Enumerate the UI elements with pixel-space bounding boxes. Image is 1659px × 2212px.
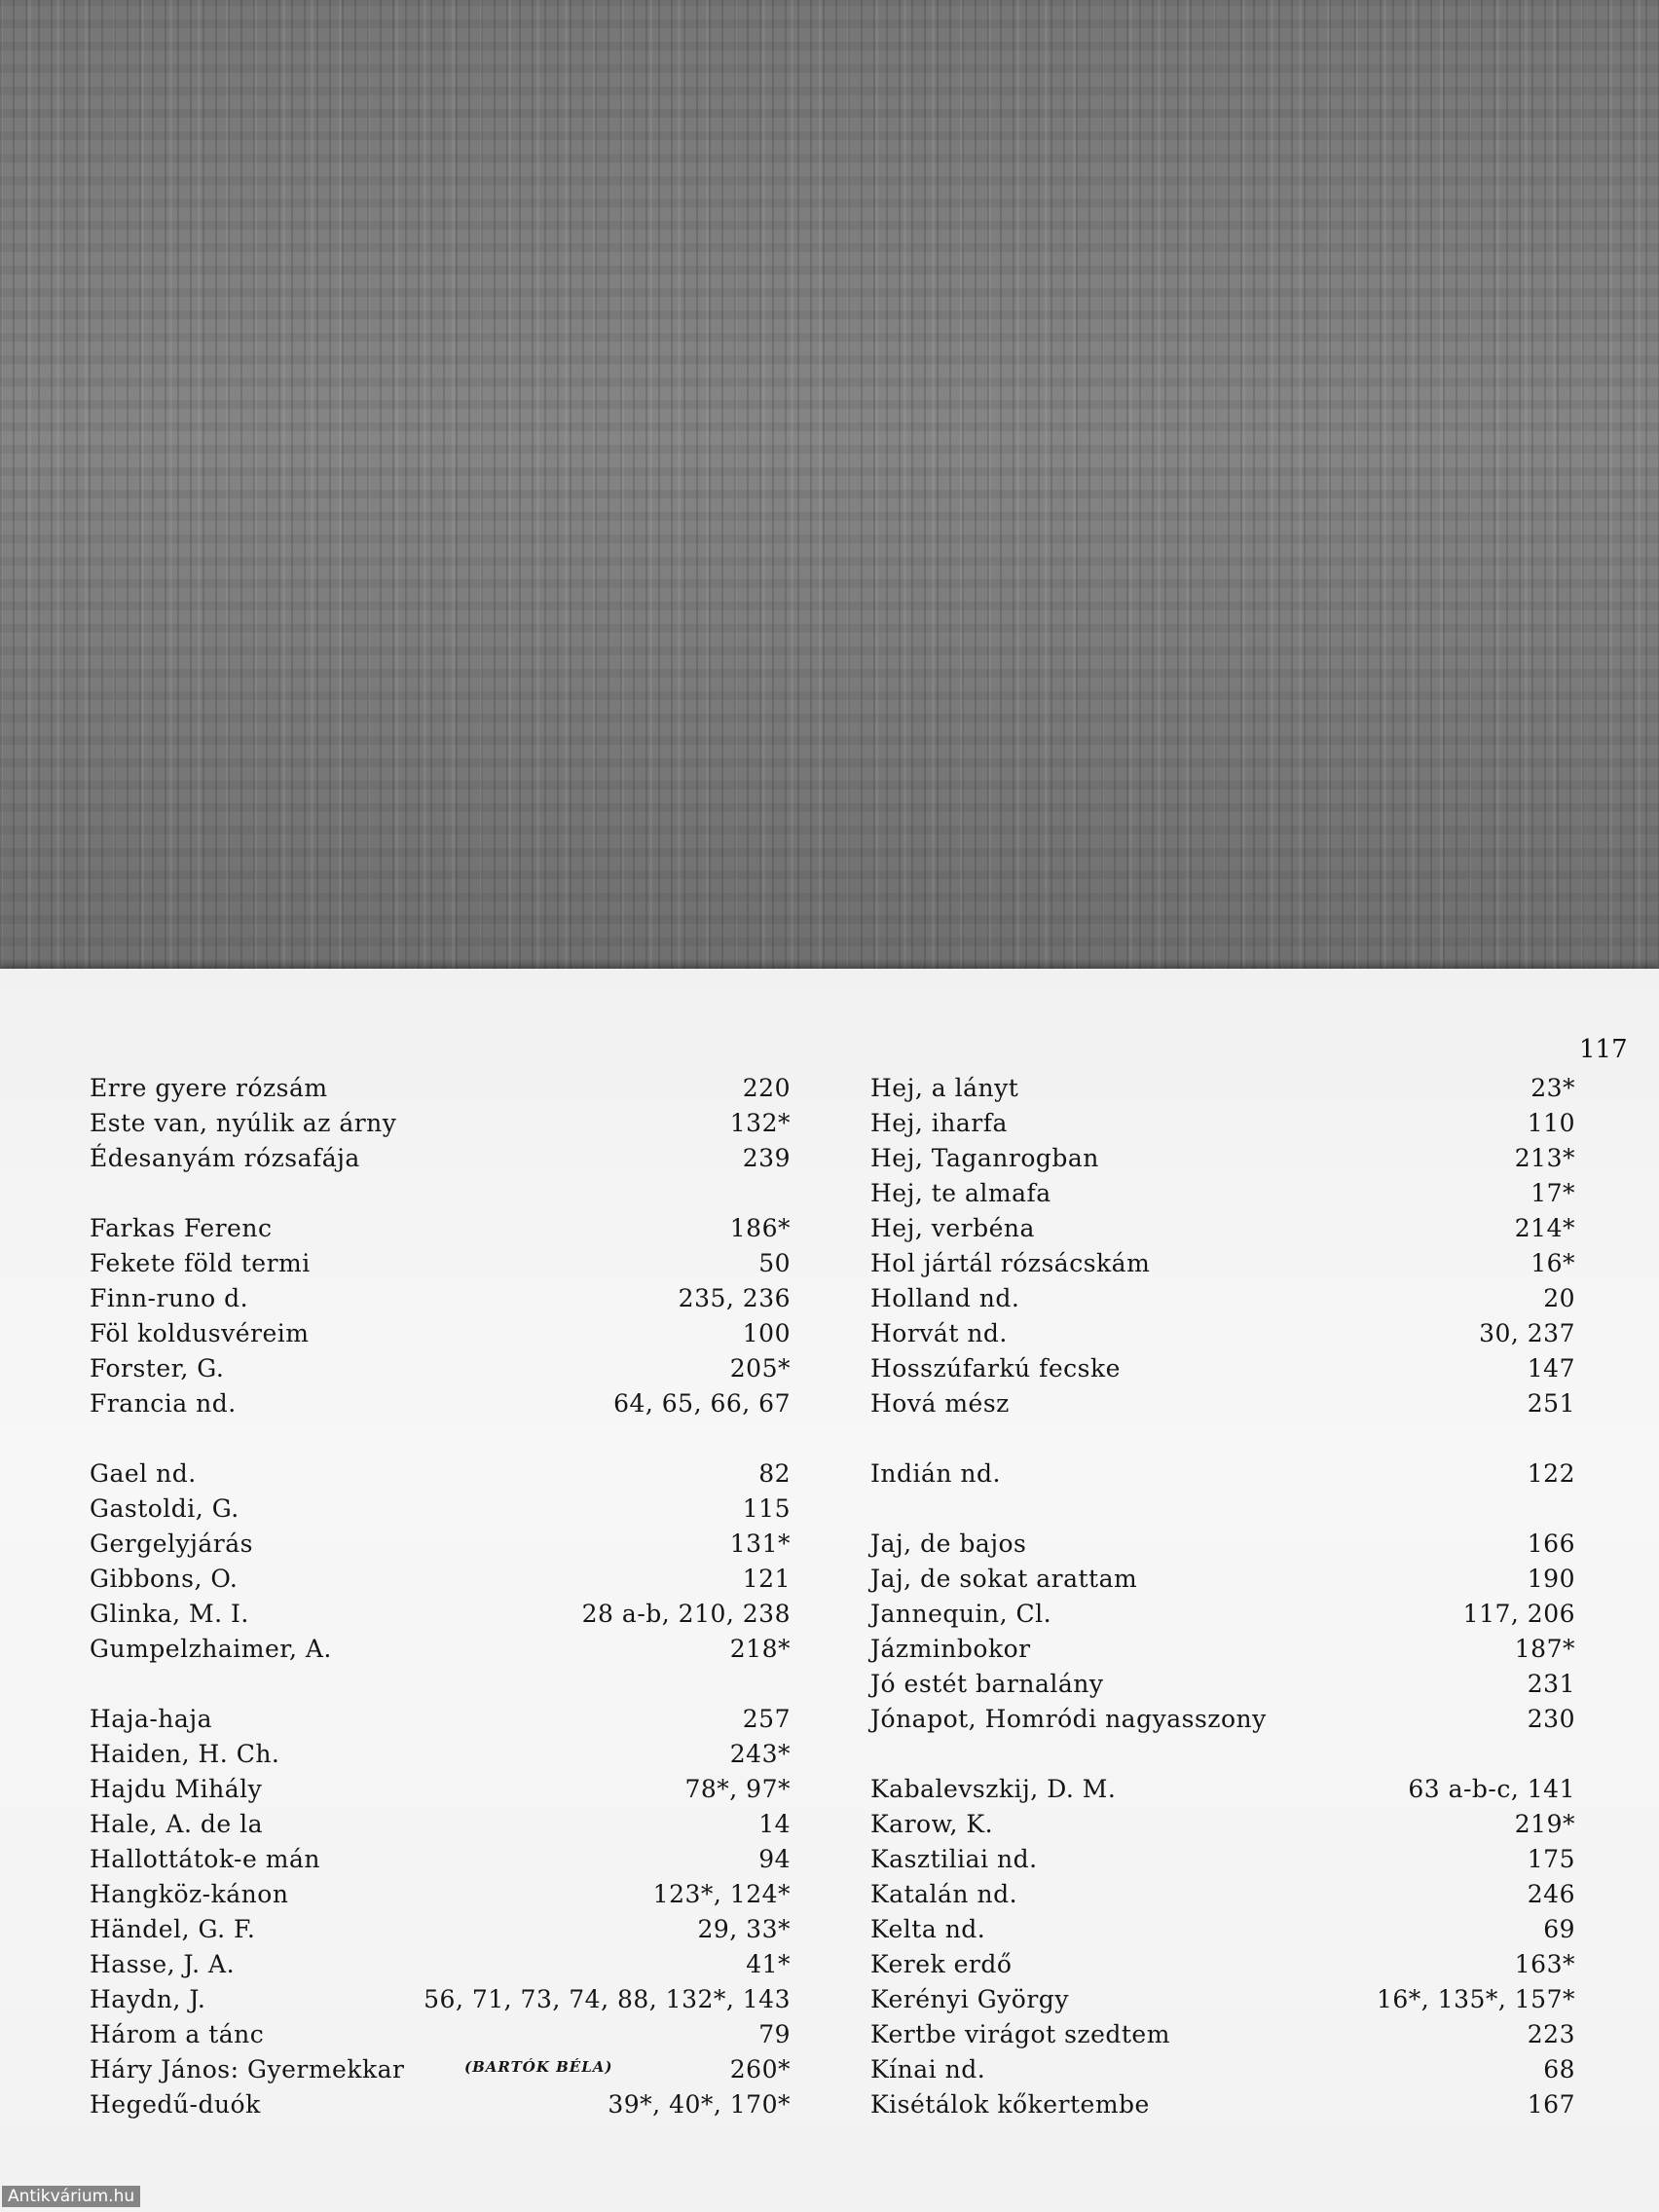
entry-page-numbers: 213*: [1514, 1144, 1575, 1172]
index-column-right: [870, 1071, 1575, 2122]
index-entry: [870, 1071, 1575, 1106]
entry-label: Hale, A. de la: [90, 1810, 263, 1838]
entry-page-numbers: 29, 33*: [697, 1915, 791, 1943]
entry-label: Gibbons, O.: [90, 1565, 239, 1593]
entry-page-numbers: 122: [1527, 1459, 1575, 1488]
entry-label: Jázminbokor: [870, 1635, 1031, 1663]
entry-label: Kerényi György: [870, 1985, 1069, 2013]
entry-page-numbers: 41*: [746, 1950, 791, 1978]
index-entry: [90, 1807, 791, 1842]
entry-page-numbers: 78*, 97*: [684, 1775, 791, 1803]
entry-page-numbers: 147: [1527, 1354, 1575, 1382]
entry-label: Glinka, M. I.: [90, 1600, 249, 1628]
index-entry: [90, 1842, 791, 1877]
entry-page-numbers: 231: [1527, 1670, 1575, 1698]
entry-page-numbers: 246: [1527, 1880, 1575, 1908]
group-spacer: [870, 1737, 1575, 1772]
index-entry: [90, 1351, 791, 1386]
entry-page-numbers: 30, 237: [1479, 1319, 1575, 1347]
index-entry: [870, 1947, 1575, 1982]
entry-page-numbers: 23*: [1530, 1074, 1575, 1102]
entry-page-numbers: 186*: [729, 1214, 791, 1242]
entry-label: Édesanyám rózsafája: [90, 1144, 360, 1172]
entry-label: Föl koldusvéreim: [90, 1319, 310, 1347]
watermark: Antikvárium.hu: [2, 2186, 140, 2207]
entry-label: Jó estét barnalány: [870, 1670, 1104, 1698]
index-entry: [870, 1281, 1575, 1316]
entry-label: Farkas Ferenc: [90, 1214, 273, 1242]
index-entry: [870, 1842, 1575, 1877]
index-entry: [90, 1527, 791, 1562]
entry-page-numbers: 16*, 135*, 157*: [1376, 1985, 1575, 2013]
index-entry: [870, 1982, 1575, 2017]
entry-page-numbers: 50: [758, 1249, 791, 1277]
index-entry: [870, 1912, 1575, 1947]
index-entry: [90, 1772, 791, 1807]
index-entry: [870, 1667, 1575, 1702]
entry-page-numbers: 243*: [729, 1740, 791, 1768]
entry-label: Kertbe virágot szedtem: [870, 2020, 1170, 2048]
entry-label: Haja-haja: [90, 1705, 212, 1733]
entry-page-numbers: 260*: [729, 2055, 791, 2083]
handwritten-note: (BARTÓK BÉLA): [464, 2058, 613, 2076]
entry-page-numbers: 219*: [1514, 1810, 1575, 1838]
index-entry: [870, 2087, 1575, 2122]
entry-label: Hangköz-kánon: [90, 1880, 289, 1908]
index-entry: [870, 1702, 1575, 1737]
index-entry: [90, 1281, 791, 1316]
index-entry: [870, 1176, 1575, 1211]
group-spacer: [90, 1667, 791, 1702]
index-entry: [90, 1071, 791, 1106]
entry-label: Hosszúfarkú fecske: [870, 1354, 1121, 1382]
entry-label: Karow, K.: [870, 1810, 994, 1838]
entry-page-numbers: 79: [758, 2020, 791, 2048]
index-entry: [90, 1737, 791, 1772]
entry-page-numbers: 218*: [729, 1635, 791, 1663]
index-entry: [870, 1772, 1575, 1807]
entry-label: Horvát nd.: [870, 1319, 1008, 1347]
entry-label: Hej, te almafa: [870, 1179, 1051, 1207]
index-entry: [90, 2087, 791, 2122]
entry-label: Kisétálok kőkertembe: [870, 2090, 1150, 2119]
entry-page-numbers: 14: [758, 1810, 791, 1838]
entry-label: Finn-runo d.: [90, 1284, 249, 1312]
entry-page-numbers: 123*, 124*: [652, 1880, 791, 1908]
entry-page-numbers: 214*: [1514, 1214, 1575, 1242]
entry-page-numbers: 82: [758, 1459, 791, 1488]
index-entry: [90, 1982, 791, 2017]
entry-page-numbers: 16*: [1530, 1249, 1575, 1277]
entry-page-numbers: 39*, 40*, 170*: [608, 2090, 791, 2119]
entry-label: Francia nd.: [90, 1389, 237, 1418]
entry-page-numbers: 190: [1527, 1565, 1575, 1593]
entry-label: Hej, verbéna: [870, 1214, 1035, 1242]
index-entry: [870, 1807, 1575, 1842]
index-entry: [90, 1877, 791, 1912]
entry-page-numbers: 63 a-b-c, 141: [1408, 1775, 1575, 1803]
index-entry: [90, 1947, 791, 1982]
wood-background: [0, 0, 1659, 969]
index-entry: [90, 1316, 791, 1351]
entry-label: Gumpelzhaimer, A.: [90, 1635, 332, 1663]
entry-label: Hová mész: [870, 1389, 1010, 1418]
entry-page-numbers: 115: [742, 1494, 791, 1523]
entry-page-numbers: 223: [1527, 2020, 1575, 2048]
index-entry: [90, 1386, 791, 1421]
entry-label: Kerek erdő: [870, 1950, 1013, 1978]
index-column-left: [90, 1071, 791, 2122]
entry-page-numbers: 166: [1527, 1530, 1575, 1558]
entry-label: Gastoldi, G.: [90, 1494, 240, 1523]
entry-page-numbers: 239: [742, 1144, 791, 1172]
entry-page-numbers: 220: [742, 1074, 791, 1102]
entry-label: Jaj, de bajos: [870, 1530, 1027, 1558]
entry-label: Katalán nd.: [870, 1880, 1018, 1908]
entry-page-numbers: 100: [742, 1319, 791, 1347]
entry-page-numbers: 187*: [1514, 1635, 1575, 1663]
index-entry: [90, 1246, 791, 1281]
index-entry: [90, 1141, 791, 1176]
entry-label: Három a tánc: [90, 2020, 265, 2048]
index-entry: [870, 1527, 1575, 1562]
entry-page-numbers: 28 a-b, 210, 238: [581, 1600, 791, 1628]
entry-label: Hej, Taganrogban: [870, 1144, 1099, 1172]
entry-label: Kasztiliai nd.: [870, 1845, 1038, 1873]
index-entry: [90, 1597, 791, 1632]
entry-label: Hasse, J. A.: [90, 1950, 236, 1978]
entry-page-numbers: 64, 65, 66, 67: [613, 1389, 791, 1418]
entry-page-numbers: 131*: [729, 1530, 791, 1558]
group-spacer: [90, 1176, 791, 1211]
index-entry: [870, 1456, 1575, 1492]
index-entry: [870, 1597, 1575, 1632]
entry-page-numbers: 257: [742, 1705, 791, 1733]
entry-label: Haiden, H. Ch.: [90, 1740, 280, 1768]
index-entry: [90, 1456, 791, 1492]
entry-page-numbers: 20: [1543, 1284, 1575, 1312]
group-spacer: [90, 1421, 791, 1456]
entry-page-numbers: 121: [742, 1565, 791, 1593]
entry-page-numbers: 17*: [1530, 1179, 1575, 1207]
index-entry: [90, 1106, 791, 1141]
index-entry: [870, 1141, 1575, 1176]
entry-label: Jónapot, Homródi nagyasszony: [870, 1705, 1267, 1733]
index-entry: [870, 1106, 1575, 1141]
index-entry: [90, 2052, 791, 2087]
index-entry: [870, 1562, 1575, 1597]
entry-label: Kelta nd.: [870, 1915, 986, 1943]
entry-label: Gergelyjárás: [90, 1530, 253, 1558]
index-entry: [870, 1316, 1575, 1351]
entry-page-numbers: 69: [1543, 1915, 1575, 1943]
index-entry: [90, 1632, 791, 1667]
index-entry: [870, 1386, 1575, 1421]
entry-label: Hej, iharfa: [870, 1109, 1008, 1137]
entry-label: Fekete föld termi: [90, 1249, 311, 1277]
entry-label: Jaj, de sokat arattam: [870, 1565, 1138, 1593]
entry-page-numbers: 68: [1543, 2055, 1575, 2083]
entry-label: Hegedű-duók: [90, 2090, 261, 2119]
entry-label: Hajdu Mihály: [90, 1775, 263, 1803]
index-entry: [870, 1877, 1575, 1912]
entry-label: Hol jártál rózsácskám: [870, 1249, 1151, 1277]
entry-page-numbers: 117, 206: [1462, 1600, 1575, 1628]
entry-label: Haydn, J.: [90, 1985, 206, 2013]
index-entry: [90, 2017, 791, 2052]
index-entry: [870, 2052, 1575, 2087]
index-entry: [870, 1632, 1575, 1667]
entry-page-numbers: 230: [1527, 1705, 1575, 1733]
entry-label: Forster, G.: [90, 1354, 225, 1382]
entry-page-numbers: 163*: [1514, 1950, 1575, 1978]
entry-page-numbers: 251: [1527, 1389, 1575, 1418]
group-spacer: [870, 1421, 1575, 1456]
entry-label: Kabalevszkij, D. M.: [870, 1775, 1117, 1803]
entry-label: Händel, G. F.: [90, 1915, 256, 1943]
index-entry: [870, 1211, 1575, 1246]
group-spacer: [870, 1492, 1575, 1527]
entry-label: Este van, nyúlik az árny: [90, 1109, 397, 1137]
entry-page-numbers: 132*: [729, 1109, 791, 1137]
index-entry: [870, 2017, 1575, 2052]
entry-page-numbers: 235, 236: [678, 1284, 791, 1312]
index-entry: [870, 1246, 1575, 1281]
entry-label: Erre gyere rózsám: [90, 1074, 328, 1102]
entry-label: Kínai nd.: [870, 2055, 986, 2083]
index-entry: [90, 1492, 791, 1527]
entry-page-numbers: 205*: [729, 1354, 791, 1382]
index-entry: [90, 1562, 791, 1597]
entry-label: Háry János: Gyermekkar: [90, 2055, 405, 2083]
entry-label: Gael nd.: [90, 1459, 197, 1488]
entry-page-numbers: 110: [1527, 1109, 1575, 1137]
entry-page-numbers: 167: [1527, 2090, 1575, 2119]
index-entry: [90, 1912, 791, 1947]
entry-label: Jannequin, Cl.: [870, 1600, 1052, 1628]
entry-label: Hej, a lányt: [870, 1074, 1019, 1102]
entry-page-numbers: 56, 71, 73, 74, 88, 132*, 143: [424, 1985, 791, 2013]
index-entry: [870, 1351, 1575, 1386]
index-entry: [90, 1702, 791, 1737]
index-entry: [90, 1211, 791, 1246]
entry-label: Hallottátok-e mán: [90, 1845, 320, 1873]
entry-page-numbers: 175: [1527, 1845, 1575, 1873]
entry-label: Indián nd.: [870, 1459, 1001, 1488]
entry-page-numbers: 94: [758, 1845, 791, 1873]
entry-label: Holland nd.: [870, 1284, 1020, 1312]
page-number: 117: [1579, 1035, 1628, 1064]
